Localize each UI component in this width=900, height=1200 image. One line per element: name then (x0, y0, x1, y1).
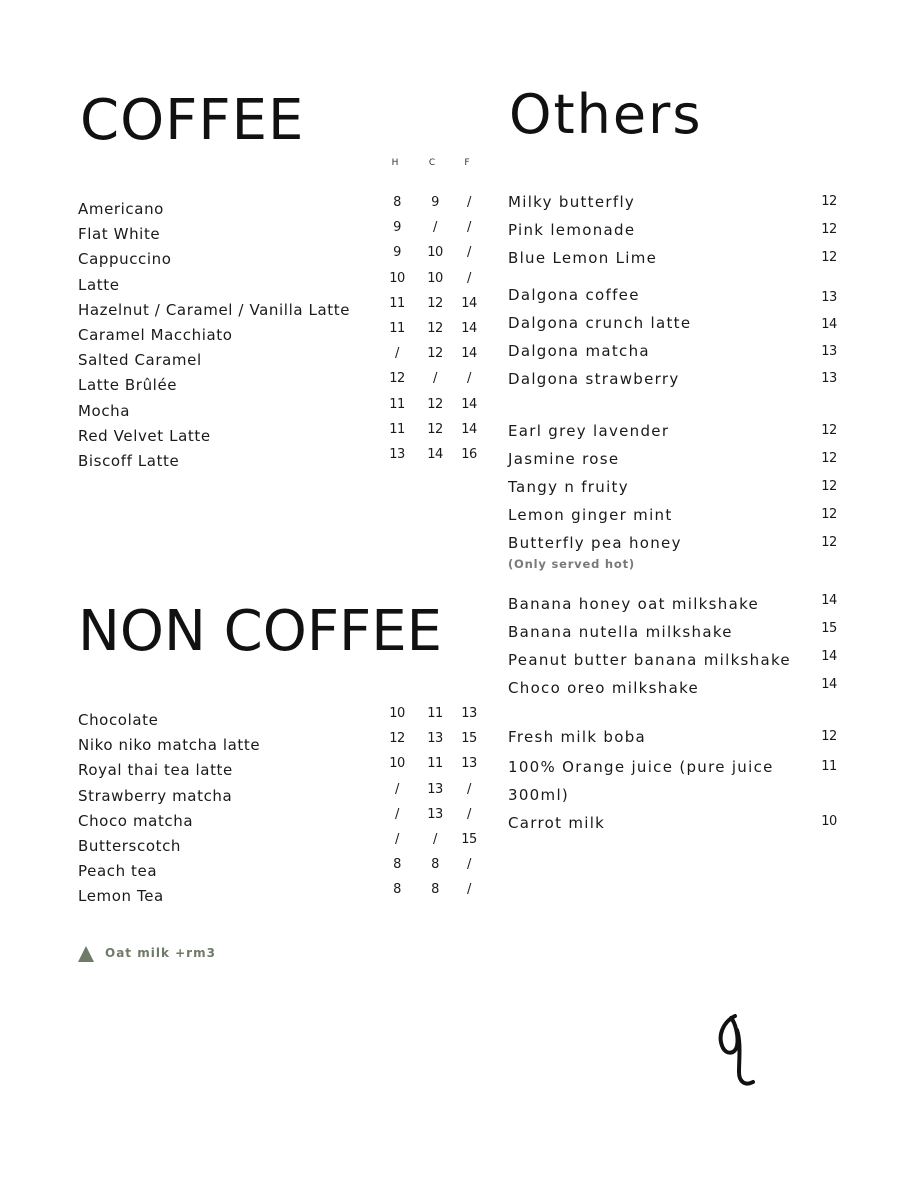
coffee-section-title: COFFEE (80, 88, 305, 153)
menu-item-price-cold: 12 (427, 396, 443, 412)
menu-item-price: 12 (821, 451, 837, 466)
coffee-menu-list (78, 195, 488, 472)
menu-item-price-hot: 11 (389, 421, 405, 437)
menu-item-name: Choco matcha (78, 811, 194, 830)
menu-item-price-frappe: / (467, 806, 471, 822)
menu-item-name: Royal thai tea latte (78, 761, 233, 780)
menu-item-price-frappe: / (467, 371, 471, 387)
menu-item-price-hot: 10 (389, 270, 405, 286)
menu-item-price-hot: 9 (393, 245, 401, 261)
menu-item (78, 296, 488, 321)
non-coffee-section-title: NON COFFEE (78, 599, 443, 664)
column-header-hot: H (391, 158, 399, 168)
menu-item-name: Caramel Macchiato (78, 325, 233, 344)
menu-item (78, 271, 488, 296)
menu-item-price-frappe: 14 (461, 396, 477, 412)
menu-item-price-hot: 10 (389, 756, 405, 772)
menu-item-price-cold: 14 (427, 446, 443, 462)
menu-item (78, 220, 488, 245)
menu-item-name: Dalgona matcha (508, 342, 650, 360)
menu-item-price-frappe: 14 (461, 320, 477, 336)
menu-item-price: 12 (821, 423, 837, 438)
menu-item-price-frappe: 15 (461, 731, 477, 747)
menu-item-price-frappe: / (467, 220, 471, 236)
menu-item (78, 782, 488, 807)
menu-item (78, 346, 488, 371)
menu-item-name: Jasmine rose (508, 450, 620, 468)
menu-item (78, 397, 488, 422)
oat-milk-note-text: Oat milk +rm3 (105, 946, 216, 960)
menu-item-name: Dalgona strawberry (508, 370, 680, 388)
menu-item-price-frappe: / (467, 245, 471, 261)
menu-item-name: Mocha (78, 401, 131, 420)
menu-item (78, 321, 488, 346)
menu-item-name: Milky butterfly (508, 193, 636, 211)
menu-item-price-frappe: 14 (461, 295, 477, 311)
menu-item-price-cold: 12 (427, 346, 443, 362)
non-coffee-menu-list (78, 706, 488, 908)
menu-item-name: Tangy n fruity (508, 478, 629, 496)
menu-item-name: Niko niko matcha latte (78, 736, 261, 755)
menu-item (78, 882, 488, 907)
menu-item-price-frappe: 14 (461, 346, 477, 362)
menu-item-price: 10 (821, 814, 837, 829)
menu-item-price-hot: / (395, 781, 399, 797)
menu-item-name: Flat White (78, 225, 161, 244)
menu-item-price: 12 (821, 729, 837, 744)
menu-item (78, 706, 488, 731)
menu-item-price-hot: 8 (393, 195, 401, 210)
menu-item-price-hot: / (395, 346, 399, 362)
menu-item-price: 14 (821, 593, 837, 608)
menu-item-name: Biscoff Latte (78, 451, 180, 470)
menu-item-price: 14 (821, 649, 837, 664)
menu-item-price: 12 (821, 194, 837, 209)
menu-item-name: Butterscotch (78, 836, 182, 855)
script-logo-icon (713, 1010, 763, 1090)
menu-item-price: 12 (821, 479, 837, 494)
menu-item-name: Lemon ginger mint (508, 506, 673, 524)
menu-item (78, 195, 488, 220)
menu-item-price-cold: / (433, 831, 437, 847)
menu-item-name: Fresh milk boba (508, 728, 647, 746)
menu-item-price-hot: 12 (389, 371, 405, 387)
menu-item-name: Pink lemonade (508, 221, 636, 239)
menu-item-price: 12 (821, 250, 837, 265)
menu-item (78, 857, 488, 882)
menu-item-name: Cappuccino (78, 250, 172, 269)
menu-item-price-hot: / (395, 806, 399, 822)
column-header-cold: C (428, 158, 436, 168)
menu-item-name: 100% Orange juice (pure juice 300ml) (508, 758, 774, 804)
menu-item-price-frappe: / (467, 781, 471, 797)
menu-item-price: 13 (821, 290, 837, 305)
menu-item-price-cold: 11 (427, 756, 443, 772)
menu-item-price-frappe: / (467, 270, 471, 286)
menu-item-name: Strawberry matcha (78, 786, 233, 805)
menu-item-price: 11 (821, 759, 837, 774)
menu-item-price-frappe: / (467, 857, 471, 873)
menu-item-price: 13 (821, 344, 837, 359)
menu-item-price-cold: 13 (427, 731, 443, 747)
menu-item-name: Banana honey oat milkshake (508, 595, 760, 613)
menu-item-price-hot: 8 (393, 882, 401, 898)
menu-item-price-hot: / (395, 831, 399, 847)
menu-item-name: Choco oreo milkshake (508, 679, 700, 697)
menu-item-price: 14 (821, 677, 837, 692)
menu-item-price-cold: 10 (427, 270, 443, 286)
menu-item-price-hot: 11 (389, 295, 405, 311)
menu-item-name: Lemon Tea (78, 887, 164, 906)
column-header-frappe: F (464, 158, 470, 168)
menu-item-name: Dalgona crunch latte (508, 314, 692, 332)
menu-item-note: (Only served hot) (508, 557, 635, 571)
menu-item-price-cold: 9 (431, 195, 439, 210)
menu-item-price: 12 (821, 222, 837, 237)
menu-item-name: Earl grey lavender (508, 422, 670, 440)
menu-item (78, 731, 488, 756)
menu-item-name: Latte (78, 275, 120, 294)
menu-item (78, 832, 488, 857)
menu-item-price-hot: 8 (393, 857, 401, 873)
menu-item-price-frappe: 15 (461, 831, 477, 847)
menu-item-price-cold: / (433, 371, 437, 387)
menu-item-name: Peach tea (78, 862, 158, 881)
menu-item-price-frappe: / (467, 882, 471, 898)
menu-item (78, 371, 488, 396)
menu-item-price: 12 (821, 507, 837, 522)
menu-item-price-frappe: 13 (461, 756, 477, 772)
menu-item-price-cold: 12 (427, 421, 443, 437)
menu-item-price-cold: 13 (427, 806, 443, 822)
menu-item-name: Red Velvet Latte (78, 426, 211, 445)
triangle-icon (78, 946, 94, 962)
menu-item-name: Carrot milk (508, 814, 606, 832)
menu-item (78, 807, 488, 832)
menu-item-name: Dalgona coffee (508, 286, 640, 304)
menu-item (78, 447, 488, 472)
menu-item (78, 245, 488, 270)
menu-item-price-cold: 12 (427, 295, 443, 311)
menu-item-name: Peanut butter banana milkshake (508, 651, 791, 669)
menu-item-price-hot: 10 (389, 706, 405, 721)
menu-item-price-cold: 13 (427, 781, 443, 797)
menu-item-price: 13 (821, 371, 837, 386)
menu-item-name: Americano (78, 200, 164, 218)
others-section-title: Others (509, 83, 703, 146)
menu-item-name: Latte Brûlée (78, 376, 178, 395)
menu-item-price-hot: 12 (389, 731, 405, 747)
menu-item-price-cold: 8 (431, 882, 439, 898)
menu-item-price-frappe: 16 (461, 446, 477, 462)
menu-item-price-cold: 12 (427, 320, 443, 336)
menu-item-price: 15 (821, 621, 837, 636)
menu-item (78, 756, 488, 781)
menu-item-price-hot: 11 (389, 320, 405, 336)
menu-item-price: 12 (821, 535, 837, 550)
menu-item (78, 422, 488, 447)
menu-item-price-frappe: 13 (461, 706, 477, 721)
menu-item-price-hot: 11 (389, 396, 405, 412)
menu-item-price-cold: 10 (427, 245, 443, 261)
menu-item-price-hot: 13 (389, 446, 405, 462)
menu-item-name: Butterfly pea honey (508, 534, 682, 552)
menu-item-price-cold: / (433, 220, 437, 236)
menu-item-name: Salted Caramel (78, 351, 202, 370)
menu-item-name: Banana nutella milkshake (508, 623, 733, 641)
menu-item-name: Hazelnut / Caramel / Vanilla Latte (78, 300, 351, 319)
menu-item-price-frappe: 14 (461, 421, 477, 437)
menu-item-price-hot: 9 (393, 220, 401, 236)
menu-item-price-cold: 8 (431, 857, 439, 873)
menu-item-name: Chocolate (78, 711, 159, 729)
menu-item-price-frappe: / (467, 195, 471, 210)
menu-item-name: Blue Lemon Lime (508, 249, 658, 267)
menu-item-price-cold: 11 (427, 706, 443, 721)
menu-item-price: 14 (821, 317, 837, 332)
